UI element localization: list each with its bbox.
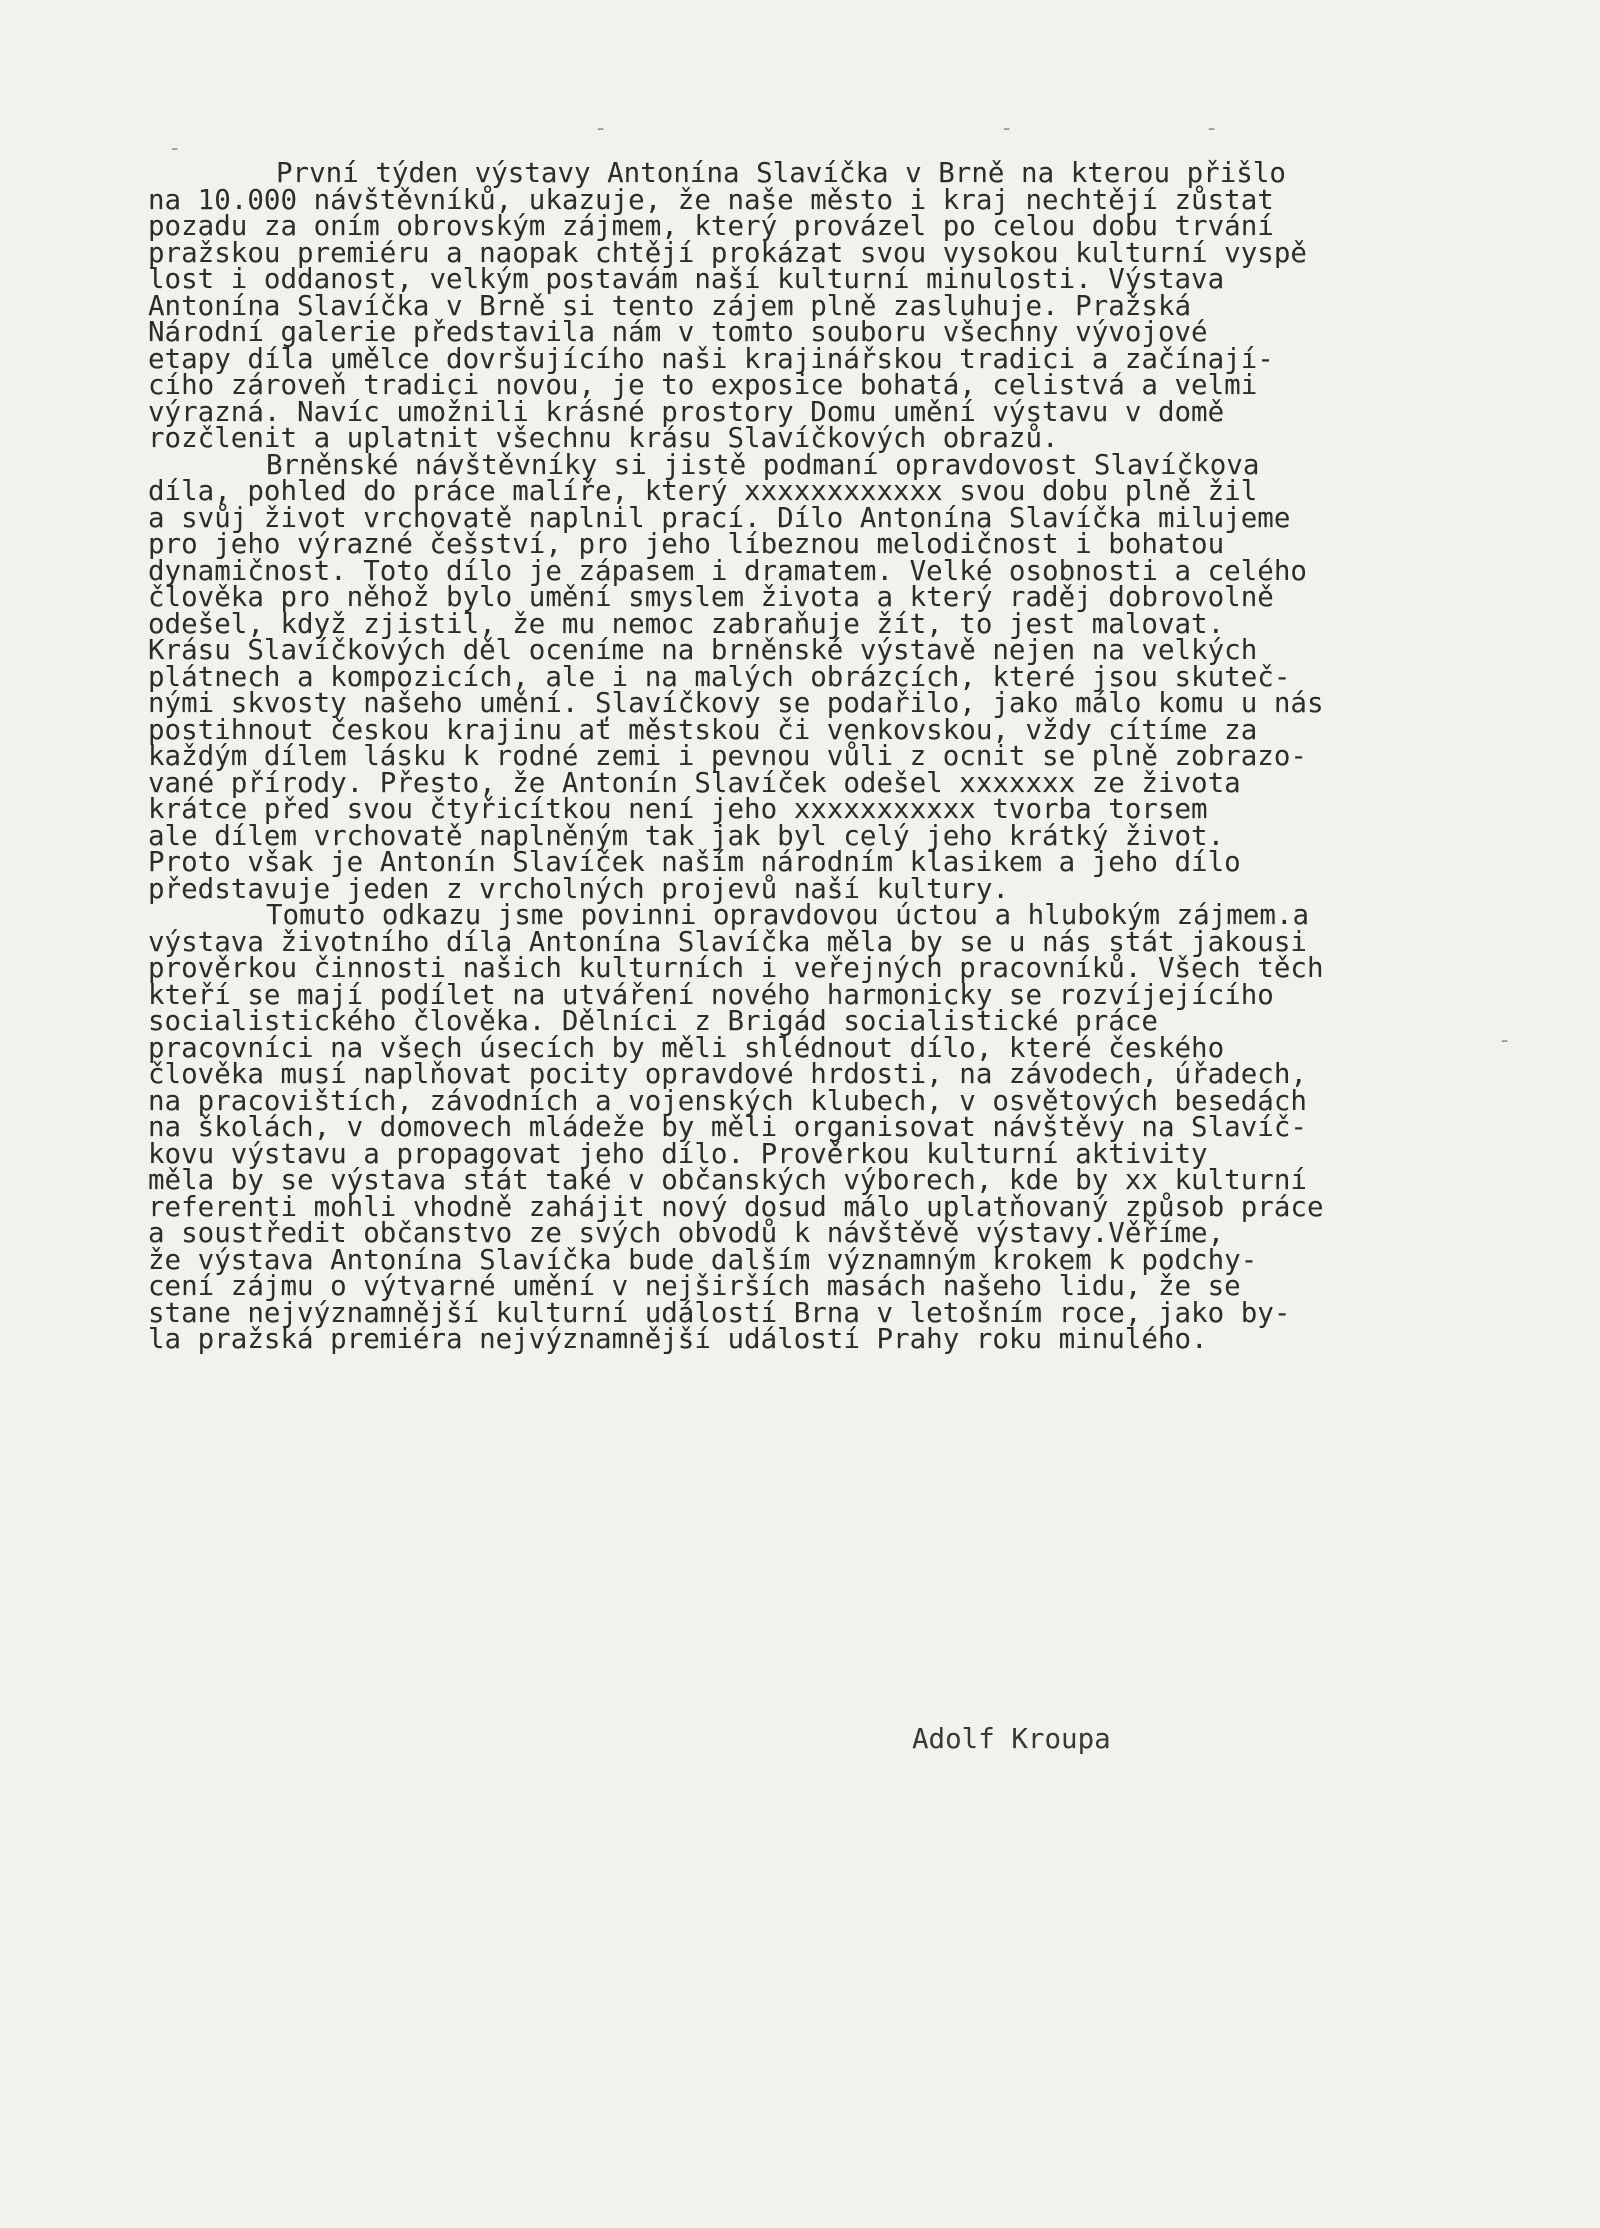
text-line: cího zároveň tradici novou, je to exposice bohatá, celistvá a velmi [148, 369, 1258, 401]
text-line: díla, pohled do práce malíře, který xxxxxxxxxxxx svou dobu plně žil [148, 475, 1258, 507]
text-line: stane nejvýznamnější kulturní událostí Brna v letošním roce, jako by- [148, 1296, 1291, 1329]
text-line: kteří se mají podílet na utváření nového harmonicky se rozvíjejícího [148, 978, 1274, 1011]
text-line: Brněnské návštěvníky si jistě podmaní opravdovost Slavíčkova [266, 448, 1260, 481]
text-line: etapy díla umělce dovršujícího naši krajinářskou tradici a začínají- [148, 342, 1274, 375]
text-line: dynamičnost. Toto dílo je zápasem i dramatem. Velké osobnosti a celého [148, 554, 1307, 587]
text-line: postihnout českou krajinu ať městskou či venkovskou, vždy cítíme za [148, 713, 1258, 746]
text-line: lost i oddanost, velkým postavám naší kulturní minulosti. Výstava [148, 263, 1225, 295]
stray-mark: - [594, 116, 608, 141]
text-line: a soustředit občanstvo ze svých obvodů k návštěvě výstavy.Věříme, [148, 1217, 1225, 1249]
text-line: představuje jeden z vrcholných projevů naší kultury. [148, 872, 1009, 905]
stray-mark: - [1000, 116, 1014, 141]
text-line: rozčlenit a uplatnit všechnu krásu Slavíčkových obrazů. [148, 422, 1059, 454]
text-line: Proto však je Antonín Slavíček naším národním klasikem a jeho dílo [148, 846, 1241, 878]
stray-mark: - [168, 136, 182, 161]
text-line: na pracovištích, závodních a vojenských klubech, v osvětových besedách [148, 1084, 1307, 1117]
text-line: Krásu Slavíčkových děl oceníme na brněnské výstavě nejen na velkých [148, 634, 1258, 666]
text-line: pracovníci na všech úsecích by měli shlédnout dílo, které českého [148, 1031, 1225, 1064]
text-line: První týden výstavy Antonína Slavíčka v Brně na kterou přišlo [276, 157, 1286, 189]
signature: Adolf Kroupa [912, 1723, 1111, 1755]
text-line: a svůj život vrchovatě naplnil prací. Dílo Antonína Slavíčka milujeme [148, 501, 1291, 534]
text-line: prověrkou činnosti našich kulturních i veřejných pracovníků. Všech těch [148, 952, 1324, 984]
text-line: pražskou premiéru a naopak chtějí prokázat svou vysokou kulturní vyspě [148, 236, 1307, 269]
text-line: referenti mohli vhodně zahájit nový dosud málo uplatňovaný způsob práce [148, 1190, 1324, 1223]
text-line: Antonína Slavíčka v Brně si tento zájem plně zasluhuje. Pražská [148, 289, 1192, 322]
text-line: pozadu za oním obrovským zájmem, který provázel po celou dobu trvání [148, 210, 1274, 242]
text-line: krátce před svou čtyřicítkou není jeho xxxxxxxxxxx tvorba torsem [148, 793, 1208, 825]
text-line: nými skvosty našeho umění. Slavíčkovy se podařilo, jako málo komu u nás [148, 687, 1324, 719]
text-line: vané přírody. Přesto, že Antonín Slavíček odešel xxxxxxx ze života [148, 766, 1241, 799]
text-line: plátnech a kompozicích, ale i na malých obrázcích, které jsou skuteč- [148, 660, 1291, 693]
text-line: člověka musí naplňovat pocity opravdové hrdosti, na závodech, úřadech, [148, 1058, 1307, 1090]
text-line: Národní galerie představila nám v tomto souboru všechny vývojové [148, 316, 1208, 348]
text-line: Tomuto odkazu jsme povinni opravdovou úctou a hlubokým zájmem.a [266, 899, 1310, 931]
text-line: výstava životního díla Antonína Slavíčka měla by se u nás stát jakousi [148, 925, 1307, 958]
stray-mark: - [1498, 1028, 1512, 1053]
text-line: la pražská premiéra nejvýznamnější událostí Prahy roku minulého. [148, 1323, 1208, 1355]
stray-mark: - [1205, 116, 1219, 141]
text-line: kovu výstavu a propagovat jeho dílo. Prověrkou kulturní aktivity [148, 1137, 1208, 1170]
text-line: na 10.000 návštěvníků, ukazuje, že naše město i kraj nechtějí zůstat [148, 183, 1274, 216]
typed-text [148, 157, 1568, 1355]
text-line: výrazná. Navíc umožnili krásné prostory Domu umění výstavu v domě [148, 395, 1225, 428]
text-line: cení zájmu o výtvarné umění v nejširších masách našeho lidu, že se [148, 1270, 1241, 1302]
text-line: člověka pro něhož bylo umění smyslem života a který raděj dobrovolně [148, 581, 1274, 613]
text-line: každým dílem lásku k rodné zemi i pevnou vůli z ocnit se plně zobrazo- [148, 740, 1307, 772]
text-line: na školách, v domovech mládeže by měli organisovat návštěvy na Slavíč- [148, 1111, 1307, 1143]
text-line: ale dílem vrchovatě naplněným tak jak byl celý jeho krátký život. [148, 819, 1225, 852]
text-line: odešel, když zjistil, že mu nemoc zabraňuje žít, to jest malovat. [148, 607, 1225, 640]
text-line: měla by se výstava stát také v občanských výborech, kde by xx kulturní [148, 1164, 1307, 1196]
text-line: že výstava Antonína Slavíčka bude dalším významným krokem k podchy- [148, 1243, 1258, 1276]
text-line: socialistického člověka. Dělníci z Brigád socialistické práce [148, 1005, 1158, 1037]
text-line: pro jeho výrazné češství, pro jeho líbeznou melodičnost i bohatou [148, 528, 1225, 560]
